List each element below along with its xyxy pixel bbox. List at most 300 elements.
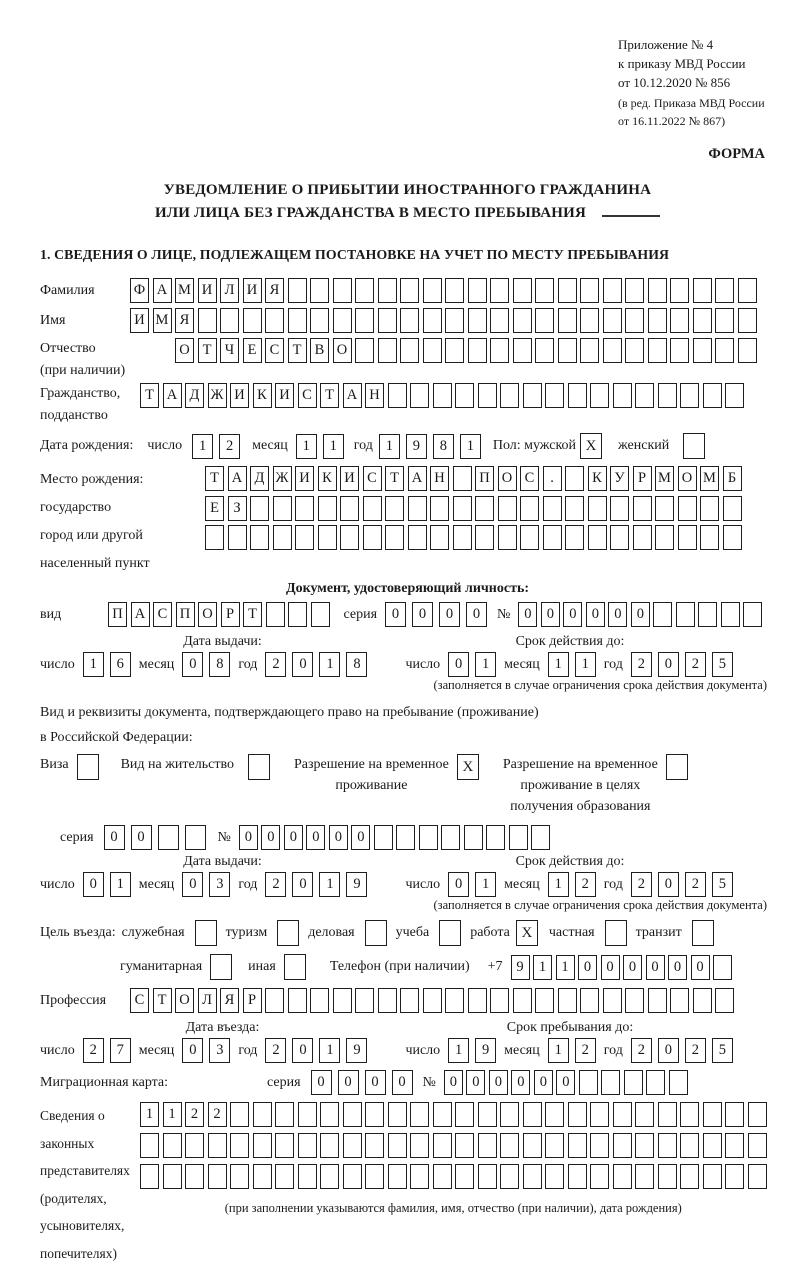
char-box bbox=[318, 496, 337, 521]
char-box bbox=[658, 1133, 677, 1158]
char-box: 0 bbox=[338, 1070, 359, 1095]
purpose-official-label: служебная bbox=[121, 925, 185, 940]
issue-date-label: Дата выдачи: bbox=[183, 634, 262, 649]
birth-year-boxes bbox=[379, 434, 481, 459]
char-box: 0 bbox=[668, 955, 687, 980]
char-box: 9 bbox=[511, 955, 530, 980]
char-box bbox=[275, 1164, 294, 1189]
char-box bbox=[498, 525, 517, 550]
char-box bbox=[700, 496, 719, 521]
char-box bbox=[558, 338, 577, 363]
char-box bbox=[340, 496, 359, 521]
char-box: 0 bbox=[351, 825, 370, 850]
char-box bbox=[568, 383, 587, 408]
char-box bbox=[228, 525, 247, 550]
char-box: 2 bbox=[685, 872, 706, 897]
char-box bbox=[455, 1102, 474, 1127]
char-box: 0 bbox=[646, 955, 665, 980]
sex-female-label: женский bbox=[618, 438, 670, 453]
char-box bbox=[333, 988, 352, 1013]
char-box bbox=[185, 825, 206, 850]
char-box: 2 bbox=[631, 872, 652, 897]
char-box bbox=[670, 988, 689, 1013]
char-box bbox=[513, 988, 532, 1013]
char-box: 0 bbox=[284, 825, 303, 850]
char-box bbox=[610, 525, 629, 550]
char-box: 2 bbox=[631, 1038, 652, 1063]
firstname-label: Имя bbox=[40, 312, 66, 328]
char-box: Е bbox=[205, 496, 224, 521]
form-title bbox=[40, 179, 775, 225]
char-box bbox=[580, 278, 599, 303]
char-box bbox=[580, 338, 599, 363]
char-box: Д bbox=[185, 383, 204, 408]
patronymic-row bbox=[40, 338, 775, 382]
char-box bbox=[288, 308, 307, 333]
char-box bbox=[579, 1070, 598, 1095]
char-box bbox=[365, 1164, 384, 1189]
birthplace-labels: Место рождения: государство город или другой населенный пункт bbox=[40, 472, 150, 571]
char-box bbox=[396, 825, 415, 850]
char-box bbox=[603, 988, 622, 1013]
char-box bbox=[558, 988, 577, 1013]
char-box bbox=[680, 383, 699, 408]
char-box bbox=[230, 1133, 249, 1158]
char-box: 0 bbox=[306, 825, 325, 850]
char-box: 0 bbox=[311, 1070, 332, 1095]
char-box: А bbox=[163, 383, 182, 408]
char-box bbox=[400, 338, 419, 363]
char-box: 1 bbox=[575, 652, 596, 677]
char-box bbox=[655, 496, 674, 521]
char-box bbox=[433, 1133, 452, 1158]
char-box: И bbox=[230, 383, 249, 408]
birthplace-boxes bbox=[205, 466, 742, 550]
char-box bbox=[520, 525, 539, 550]
char-box: 1 bbox=[475, 872, 496, 897]
char-box: Ж bbox=[273, 466, 292, 491]
char-box bbox=[378, 308, 397, 333]
char-box bbox=[523, 1133, 542, 1158]
char-box: Т bbox=[288, 338, 307, 363]
char-box bbox=[558, 308, 577, 333]
char-box bbox=[320, 1102, 339, 1127]
revision-line: (в ред. Приказа МВД России bbox=[618, 96, 765, 110]
rep-row3-boxes bbox=[140, 1164, 767, 1189]
char-box: 1 bbox=[379, 434, 400, 459]
char-box bbox=[198, 308, 217, 333]
purpose-work-label: работа bbox=[470, 925, 510, 940]
lastname-row bbox=[40, 278, 775, 303]
char-box: К bbox=[318, 466, 337, 491]
char-box: А bbox=[153, 278, 172, 303]
char-box bbox=[230, 1164, 249, 1189]
char-box bbox=[693, 308, 712, 333]
char-box bbox=[568, 1102, 587, 1127]
char-box bbox=[220, 308, 239, 333]
char-box bbox=[385, 525, 404, 550]
char-box: Д bbox=[250, 466, 269, 491]
temp-residence-item bbox=[294, 754, 479, 796]
char-box: . bbox=[543, 466, 562, 491]
char-box bbox=[490, 988, 509, 1013]
char-box bbox=[648, 278, 667, 303]
char-box bbox=[365, 1102, 384, 1127]
char-box bbox=[478, 1133, 497, 1158]
char-box bbox=[468, 988, 487, 1013]
purpose-private-checkbox bbox=[605, 920, 627, 946]
char-box bbox=[468, 278, 487, 303]
purpose-label: Цель въезда: bbox=[40, 925, 116, 940]
char-box: 0 bbox=[292, 1038, 313, 1063]
char-box bbox=[523, 1164, 542, 1189]
char-box bbox=[423, 308, 442, 333]
char-box: У bbox=[610, 466, 629, 491]
char-box: 1 bbox=[448, 1038, 469, 1063]
char-box bbox=[635, 1164, 654, 1189]
char-box: А bbox=[343, 383, 362, 408]
representatives-labels: Сведения о законных представителях (родителях, усыновителях, попечителях) bbox=[40, 1108, 130, 1261]
char-box bbox=[545, 383, 564, 408]
phone-label: Телефон (при наличии) bbox=[329, 959, 470, 974]
lastname-boxes bbox=[130, 278, 757, 303]
residence-permit-label: Вид на жительство bbox=[120, 757, 234, 772]
char-box bbox=[676, 602, 695, 627]
char-box bbox=[468, 308, 487, 333]
char-box bbox=[531, 825, 550, 850]
char-box: 0 bbox=[534, 1070, 553, 1095]
char-box: 9 bbox=[475, 1038, 496, 1063]
char-box bbox=[748, 1164, 767, 1189]
char-box bbox=[715, 338, 734, 363]
permit-issue-day-boxes bbox=[83, 872, 131, 897]
char-box bbox=[388, 1102, 407, 1127]
char-box bbox=[374, 825, 393, 850]
char-box bbox=[363, 525, 382, 550]
section-1-heading: 1. СВЕДЕНИЯ О ЛИЦЕ, ПОДЛЕЖАЩЕМ ПОСТАНОВКЕ НА УЧЕТ ПО МЕСТУ ПРЕБЫВАНИЯ bbox=[40, 247, 670, 262]
char-box: 0 bbox=[578, 955, 597, 980]
char-box bbox=[423, 988, 442, 1013]
rightdoc-line1: Вид и реквизиты документа, подтверждающего право на пребывание (проживание) bbox=[40, 705, 539, 720]
char-box bbox=[603, 338, 622, 363]
char-box: 5 bbox=[712, 1038, 733, 1063]
char-box bbox=[500, 1102, 519, 1127]
char-box bbox=[670, 308, 689, 333]
char-box: К bbox=[588, 466, 607, 491]
char-box: 0 bbox=[83, 872, 104, 897]
char-box bbox=[433, 1102, 452, 1127]
representatives-boxes bbox=[140, 1102, 767, 1216]
char-box bbox=[419, 825, 438, 850]
appendix-line: к приказу МВД России bbox=[618, 56, 746, 71]
char-box: 2 bbox=[185, 1102, 204, 1127]
form-title-line2: ИЛИ ЛИЦА БЕЗ ГРАЖДАНСТВА В МЕСТО ПРЕБЫВАНИЯ bbox=[40, 202, 775, 225]
char-box: 2 bbox=[631, 652, 652, 677]
char-box: Р bbox=[633, 466, 652, 491]
char-box bbox=[693, 278, 712, 303]
phone-prefix: +7 bbox=[487, 959, 503, 974]
lastname-label: Фамилия bbox=[40, 282, 95, 298]
char-box: 0 bbox=[448, 872, 469, 897]
char-box bbox=[625, 988, 644, 1013]
char-box bbox=[408, 496, 427, 521]
char-box bbox=[478, 1164, 497, 1189]
char-box: 1 bbox=[163, 1102, 182, 1127]
purpose-business-checkbox bbox=[365, 920, 387, 946]
char-box: 1 bbox=[296, 434, 317, 459]
char-box bbox=[163, 1133, 182, 1158]
char-box: 2 bbox=[575, 872, 596, 897]
char-box: 0 bbox=[518, 602, 537, 627]
char-box: 6 bbox=[110, 652, 131, 677]
char-box: М bbox=[700, 466, 719, 491]
permit-valid-year-boxes bbox=[631, 872, 733, 897]
char-box bbox=[343, 1133, 362, 1158]
char-box bbox=[545, 1102, 564, 1127]
char-box bbox=[513, 278, 532, 303]
permit-issue-year-boxes bbox=[265, 872, 367, 897]
char-box bbox=[625, 338, 644, 363]
char-box: 8 bbox=[209, 652, 230, 677]
id-series-boxes bbox=[385, 602, 487, 627]
purpose-study-checkbox bbox=[439, 920, 461, 946]
char-box: 0 bbox=[239, 825, 258, 850]
char-box: 1 bbox=[110, 872, 131, 897]
char-box: 8 bbox=[433, 434, 454, 459]
char-box bbox=[723, 496, 742, 521]
char-box: З bbox=[228, 496, 247, 521]
char-box: И bbox=[243, 278, 262, 303]
char-box bbox=[535, 308, 554, 333]
char-box: 1 bbox=[140, 1102, 159, 1127]
char-box: 5 bbox=[712, 652, 733, 677]
char-box bbox=[715, 308, 734, 333]
char-box bbox=[423, 278, 442, 303]
char-box bbox=[625, 308, 644, 333]
form-title-line1: УВЕДОМЛЕНИЕ О ПРИБЫТИИ ИНОСТРАННОГО ГРАЖДАНИНА bbox=[163, 182, 652, 198]
migcard-number-boxes bbox=[444, 1070, 688, 1095]
rep-row2-boxes bbox=[140, 1133, 767, 1158]
entry-month-boxes bbox=[182, 1038, 230, 1063]
char-box: 0 bbox=[292, 872, 313, 897]
char-box bbox=[365, 1133, 384, 1158]
char-box bbox=[601, 1070, 620, 1095]
char-box bbox=[588, 525, 607, 550]
char-box bbox=[185, 1133, 204, 1158]
purpose-study-label: учеба bbox=[395, 925, 430, 940]
char-box bbox=[333, 278, 352, 303]
char-box: О bbox=[498, 466, 517, 491]
char-box bbox=[400, 278, 419, 303]
char-box: С bbox=[130, 988, 149, 1013]
char-box bbox=[543, 525, 562, 550]
purpose-row bbox=[40, 920, 775, 946]
id-kind-boxes bbox=[108, 602, 330, 627]
char-box: 1 bbox=[533, 955, 552, 980]
char-box bbox=[625, 278, 644, 303]
char-box bbox=[565, 496, 584, 521]
char-box: 7 bbox=[110, 1038, 131, 1063]
char-box: 0 bbox=[631, 602, 650, 627]
char-box bbox=[658, 1164, 677, 1189]
char-box bbox=[648, 988, 667, 1013]
iddoc-valid-group: число 0 1 месяц 1 1 год 2 0 2 5 bbox=[405, 652, 732, 677]
purpose-official-checkbox bbox=[195, 920, 217, 946]
char-box bbox=[509, 825, 528, 850]
visa-label: Виза bbox=[40, 757, 69, 772]
female-checkbox bbox=[683, 433, 705, 459]
char-box: 2 bbox=[265, 1038, 286, 1063]
permit-series-boxes bbox=[104, 825, 206, 850]
entry-day-boxes bbox=[83, 1038, 131, 1063]
char-box bbox=[430, 496, 449, 521]
char-box bbox=[748, 1133, 767, 1158]
birth-month-boxes bbox=[296, 434, 344, 459]
char-box bbox=[580, 308, 599, 333]
char-box: Л bbox=[220, 278, 239, 303]
char-box bbox=[355, 988, 374, 1013]
entry-date-label: Дата въезда: bbox=[185, 1020, 260, 1035]
firstname-row bbox=[40, 308, 775, 333]
iddoc-issue-group: число 1 6 месяц 0 8 год 2 0 1 8 bbox=[40, 652, 367, 677]
purpose-work-checkbox: X bbox=[516, 920, 538, 946]
char-box bbox=[658, 383, 677, 408]
char-box bbox=[410, 1133, 429, 1158]
purpose-tourism-checkbox bbox=[277, 920, 299, 946]
char-box: О bbox=[678, 466, 697, 491]
char-box bbox=[343, 1102, 362, 1127]
purpose-private-label: частная bbox=[548, 925, 595, 940]
purpose-business-label: деловая bbox=[308, 925, 355, 940]
stay-day-boxes bbox=[448, 1038, 496, 1063]
char-box: 0 bbox=[448, 652, 469, 677]
char-box bbox=[158, 825, 179, 850]
char-box bbox=[475, 496, 494, 521]
char-box: Ч bbox=[220, 338, 239, 363]
char-box bbox=[433, 1164, 452, 1189]
char-box: 9 bbox=[346, 872, 367, 897]
char-box bbox=[680, 1102, 699, 1127]
char-box bbox=[658, 1102, 677, 1127]
permit-dates-row bbox=[40, 872, 775, 897]
char-box bbox=[725, 1164, 744, 1189]
char-box bbox=[388, 1164, 407, 1189]
char-box bbox=[613, 1102, 632, 1127]
char-box bbox=[455, 1164, 474, 1189]
char-box bbox=[678, 496, 697, 521]
representatives-note: (при заполнении указываются фамилия, имя, отчество (при наличии), дата рождения) bbox=[224, 1201, 682, 1215]
visa-checkbox bbox=[77, 754, 99, 780]
temp-residence-label: Разрешение на временное проживание bbox=[293, 757, 449, 793]
char-box bbox=[700, 525, 719, 550]
profession-row bbox=[40, 988, 775, 1013]
series-label: серия bbox=[267, 1074, 301, 1090]
char-box bbox=[748, 1102, 767, 1127]
char-box bbox=[140, 1164, 159, 1189]
char-box bbox=[388, 1133, 407, 1158]
char-box: Т bbox=[140, 383, 159, 408]
char-box bbox=[523, 1102, 542, 1127]
purpose-transit-checkbox bbox=[692, 920, 714, 946]
char-box: 0 bbox=[329, 825, 348, 850]
char-box: Ж bbox=[208, 383, 227, 408]
char-box bbox=[693, 988, 712, 1013]
char-box bbox=[445, 308, 464, 333]
char-box: Т bbox=[205, 466, 224, 491]
char-box bbox=[433, 383, 452, 408]
temp-residence-edu-item bbox=[503, 754, 688, 817]
char-box bbox=[453, 496, 472, 521]
char-box bbox=[408, 525, 427, 550]
char-box: 0 bbox=[658, 872, 679, 897]
migcard-row bbox=[40, 1070, 775, 1095]
char-box bbox=[725, 383, 744, 408]
char-box: 0 bbox=[182, 872, 203, 897]
char-box bbox=[703, 1133, 722, 1158]
char-box bbox=[725, 1133, 744, 1158]
char-box: 1 bbox=[192, 434, 213, 459]
char-box bbox=[250, 525, 269, 550]
stay-group: число 1 9 месяц 1 2 год 2 0 2 5 bbox=[405, 1038, 732, 1063]
residence-permit-item bbox=[121, 754, 270, 780]
char-box: 2 bbox=[575, 1038, 596, 1063]
char-box bbox=[163, 1164, 182, 1189]
char-box: О bbox=[198, 602, 217, 627]
char-box bbox=[490, 278, 509, 303]
char-box bbox=[478, 383, 497, 408]
char-box bbox=[486, 825, 505, 850]
char-box bbox=[535, 278, 554, 303]
char-box bbox=[208, 1133, 227, 1158]
char-box: С bbox=[265, 338, 284, 363]
char-box: В bbox=[310, 338, 329, 363]
char-box bbox=[558, 278, 577, 303]
char-box bbox=[253, 1164, 272, 1189]
char-box bbox=[565, 466, 584, 491]
char-box: Т bbox=[198, 338, 217, 363]
rep-row1-boxes bbox=[140, 1102, 767, 1127]
purpose-humanitarian-label: гуманитарная bbox=[120, 959, 203, 974]
char-box bbox=[588, 496, 607, 521]
char-box bbox=[513, 308, 532, 333]
char-box: 8 bbox=[346, 652, 367, 677]
char-box: 1 bbox=[548, 872, 569, 897]
char-box: 0 bbox=[444, 1070, 463, 1095]
char-box: М bbox=[655, 466, 674, 491]
appendix-line: от 10.12.2020 № 856 bbox=[618, 75, 731, 90]
char-box bbox=[655, 525, 674, 550]
char-box bbox=[523, 383, 542, 408]
char-box bbox=[205, 525, 224, 550]
char-box bbox=[445, 278, 464, 303]
char-box bbox=[355, 278, 374, 303]
temp-residence-edu-label: Разрешение на временное проживание в целях получения образования bbox=[502, 757, 658, 814]
char-box bbox=[430, 525, 449, 550]
iddoc-heading: Документ, удостоверяющий личность: bbox=[285, 581, 530, 596]
series-label: серия bbox=[343, 606, 378, 622]
migcard-label: Миграционная карта: bbox=[40, 1074, 169, 1090]
char-box bbox=[680, 1133, 699, 1158]
char-box bbox=[185, 1164, 204, 1189]
char-box bbox=[388, 383, 407, 408]
temp-residence-checkbox: X bbox=[457, 754, 479, 780]
char-box bbox=[400, 988, 419, 1013]
temp-residence-edu-checkbox bbox=[666, 754, 688, 780]
appendix-line: Приложение № 4 bbox=[618, 37, 714, 52]
char-box bbox=[295, 496, 314, 521]
char-box bbox=[298, 1133, 317, 1158]
char-box: А bbox=[228, 466, 247, 491]
